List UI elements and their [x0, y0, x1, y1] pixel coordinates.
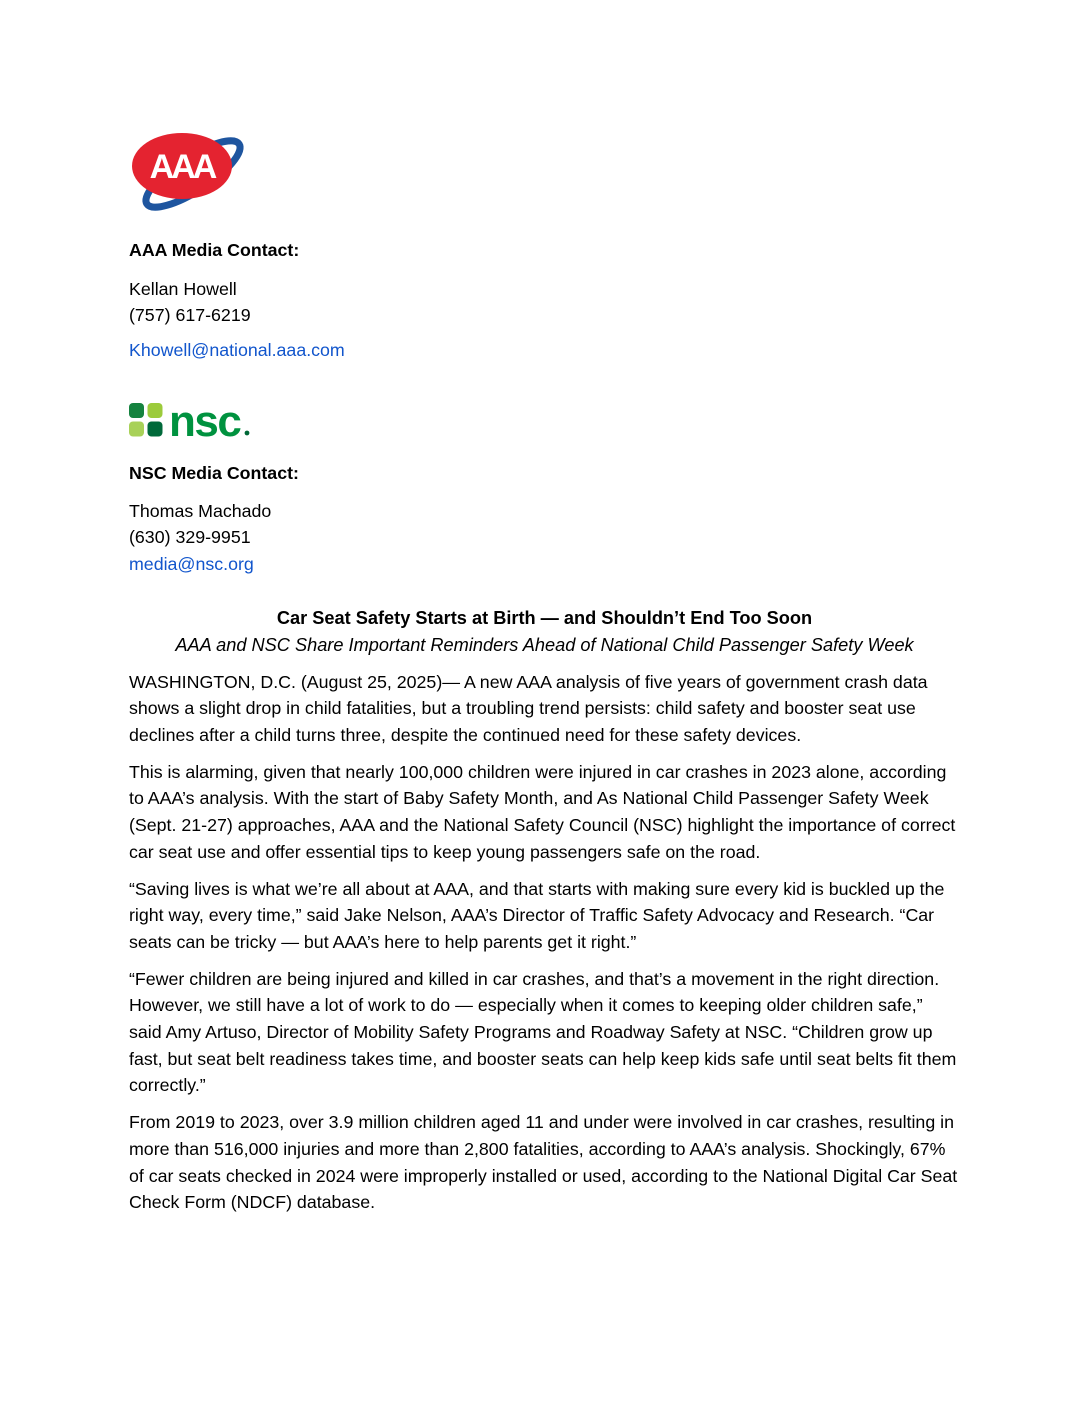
aaa-contact-email-link[interactable]: Khowell@national.aaa.com: [129, 340, 345, 361]
nsc-contact-phone: (630) 329-9951: [129, 527, 251, 548]
body-paragraph-1: WASHINGTON, D.C. (August 25, 2025)— A new AAA analysis of five years of government crash data shows a slight drop in child fatalities, but a troubling trend persists: child safety and booster seat use declines after a child turns three, despite the continued need for these safety devices.: [129, 671, 928, 746]
nsc-square-bottom-right: [148, 421, 163, 436]
nsc-trademark-dot: [245, 430, 250, 435]
body-paragraph-4: “Fewer children are being injured and killed in car crashes, and that’s a movement in the right direction. However, we still have a lot of work to do — especially when it comes to keeping older children safe,” said Amy Artuso, Director of Mobility Safety Programs and Roadway Safety at NSC. “Children grow up fast, but seat belt readiness takes time, and booster seats can help keep kids safe until seat belts fit them correctly.”: [129, 968, 957, 1096]
aaa-contact-name: Kellan Howell: [129, 278, 237, 299]
nsc-contact-block: [129, 498, 960, 578]
nsc-contact-email-link[interactable]: media@nsc.org: [129, 553, 254, 574]
body-paragraph-3: “Saving lives is what we’re all about at AAA, and that starts with making sure every kid is buckled up the right way, every time,” said Jake Nelson, AAA’s Director of Traffic Safety Advocacy and Research. “Car seats can be tricky — but AAA’s here to help parents get it right.”: [129, 878, 945, 952]
aaa-media-contact-heading: AAA Media Contact:: [129, 240, 300, 260]
body-paragraph-2: This is alarming, given that nearly 100,000 children were injured in car crashes in 2023 alone, according to AAA’s analysis. With the start of Baby Safety Month, and As National Child Passenger Safety Week (Sept. 21-27) approaches, AAA and the National Safety Council (NSC) highlight the importance of correct car seat use and offer essential tips to keep young passengers safe on the road.: [129, 761, 956, 862]
nsc-square-top-right: [148, 403, 163, 418]
body-paragraph-5: From 2019 to 2023, over 3.9 million children aged 11 and under were involved in car crashes, resulting in more than 516,000 injuries and more than 2,800 fatalities, according to AAA’s analysis. Shockingly, 67% of car seats checked in 2024 were improperly installed or used, according to the National Digital Car Seat Check Form (NDCF) database.: [129, 1112, 958, 1213]
aaa-contact-phone: (757) 617-6219: [129, 305, 251, 326]
aaa-contact-block: [129, 276, 960, 329]
article-subtitle: AAA and NSC Share Important Reminders Ahead of National Child Passenger Safety Week: [175, 634, 914, 655]
nsc-logo-letters: nsc: [169, 401, 241, 439]
aaa-logo-icon: [129, 131, 249, 217]
nsc-contact-name: Thomas Machado: [129, 500, 272, 521]
nsc-square-bottom-left: [129, 421, 144, 436]
nsc-media-contact-heading: NSC Media Contact:: [129, 462, 299, 483]
article-title: Car Seat Safety Starts at Birth — and Shouldn’t End Too Soon: [276, 607, 813, 628]
aaa-logo-letters: AAA: [149, 148, 215, 186]
nsc-square-top-left: [129, 403, 144, 418]
nsc-logo-icon: [129, 402, 269, 439]
